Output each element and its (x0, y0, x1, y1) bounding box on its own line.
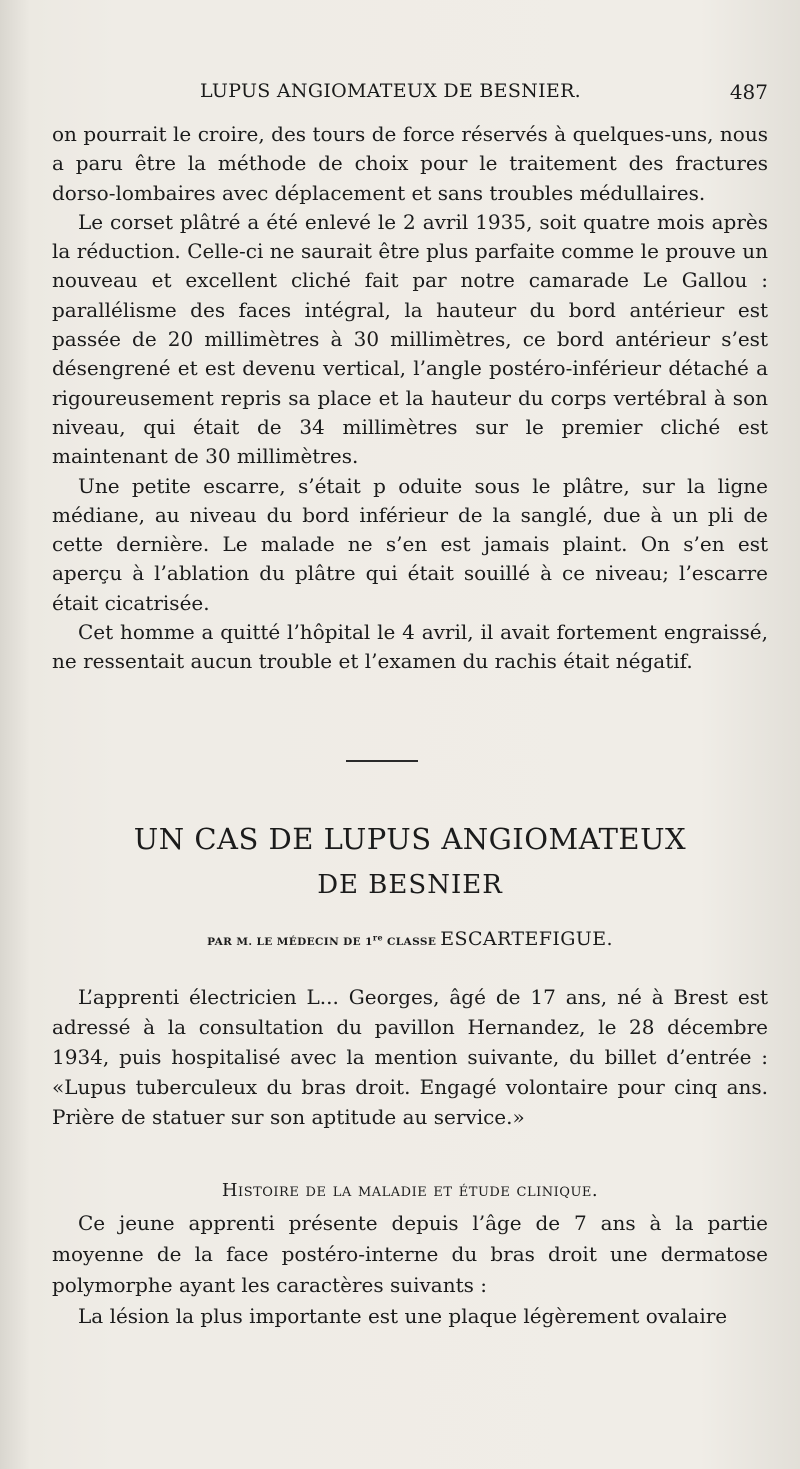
previous-article-text (52, 120, 768, 677)
byline-class: CLASSE (382, 936, 441, 948)
paragraph: on pourrait le croire, des tours de force réservés à quelques-uns, nous a paru être la méthode de choix pour le traitement des fractures dorso-lombaires avec déplacement et sans troubles médullaires. (52, 122, 768, 205)
paragraph: Le corset plâtré a été enlevé le 2 avril 1935, soit quatre mois après la réduction. Celle-ci ne saurait être plus parfaite comme le prouve un nouveau et excellent cliché fait par notre camarade Le Gallou : parallélisme des faces intégral, la hauteur du bord antérieur est passée de 20 millimètres à 30 millimètres, ce bord antérieur s’est désengrené et est devenu vertical, l’angle postéro-inférieur détaché a rigoureusement repris sa place et la hauteur du corps vertébral à son niveau, qui était de 34 millimètres sur le premier cliché est maintenant de 30 millimètres. (52, 209, 768, 469)
running-head: LUPUS ANGIOMATEUX DE BESNIER. (200, 80, 582, 102)
section-heading: Histoire de la maladie et étude clinique. (221, 1180, 599, 1201)
paragraph: Cet homme a quitté l’hôpital le 4 avril, il avait fortement engraissé, ne ressentait aucun trouble et l’examen du rachis était négatif. (52, 620, 768, 674)
clinical-text (52, 1208, 768, 1332)
author-name: ESCARTEFIGUE. (440, 928, 613, 950)
article-intro-text (52, 982, 768, 1132)
byline (52, 928, 768, 950)
byline-superscript: re (372, 932, 383, 943)
article-title: UN CAS DE LUPUS ANGIOMATEUX (133, 822, 687, 856)
byline-prefix: PAR M. LE MÉDECIN DE 1 (207, 936, 373, 948)
page-number: 487 (729, 80, 768, 104)
paragraph: La lésion la plus importante est une plaque légèrement ovalaire (78, 1304, 728, 1328)
section-divider (346, 760, 418, 762)
page-header (52, 80, 768, 110)
paragraph: Ce jeune apprenti présente depuis l’âge de 7 ans à la partie moyenne de la face postéro-interne du bras droit une dermatose polymorphe ayant les caractères suivants : (52, 1211, 768, 1297)
article-subtitle: DE BESNIER (317, 870, 503, 900)
paragraph: L’apprenti électricien L... Georges, âgé de 17 ans, né à Brest est adressé à la consultation du pavillon Hernandez, le 28 décembre 1934, puis hospitalisé avec la mention suivante, du billet d’entrée : «Lupus tuberculeux du bras droit. Engagé volontaire pour cinq ans. Prière de statuer sur son aptitude au service.» (52, 985, 768, 1129)
paragraph: Une petite escarre, s’était p oduite sous le plâtre, sur la ligne médiane, au niveau du bord inférieur de la sanglé, due à un pli de cette dernière. Le malade ne s’en est jamais plaint. On s’en est aperçu à l’ablation du plâtre qui était souillé à ce niveau; l’escarre était cicatrisée. (52, 473, 768, 615)
